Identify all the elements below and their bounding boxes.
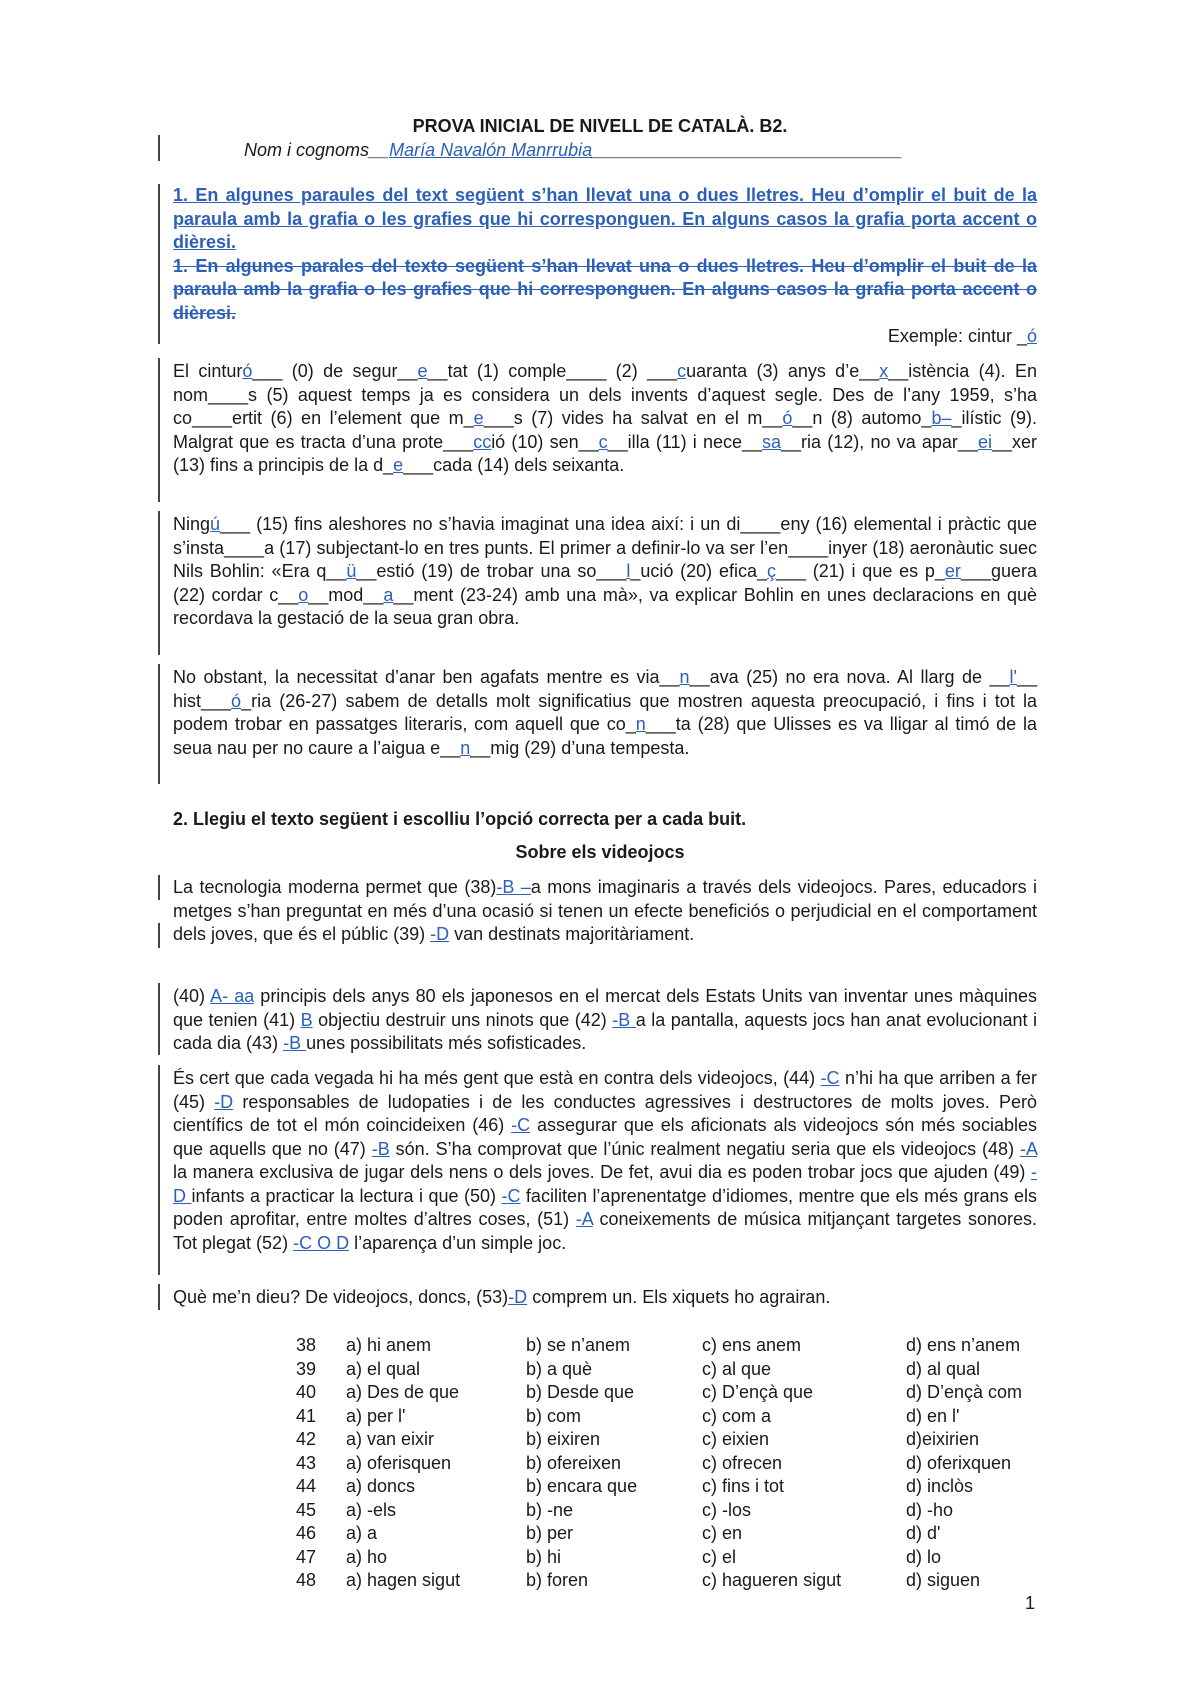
option-b: b) foren [526, 1570, 589, 1590]
filled-answer: n [679, 667, 690, 687]
option-d: d)eixirien [906, 1429, 980, 1449]
paragraph-text: responsables de ludopaties i de les conductes agressives i destructores de molts joves. Però científics de tot el món coincideixen (46) [173, 1091, 1037, 1135]
paragraph-text: ___guera (22) cordar c__ [173, 561, 1037, 605]
change-bar [158, 983, 160, 1055]
option-d: d) ens n’anem [906, 1335, 1021, 1355]
option-c: c) fins i tot [702, 1476, 785, 1496]
filled-answer: -B – [496, 877, 531, 897]
paragraph-text: __illa (11) i nece__ [607, 431, 763, 452]
page-title: PROVA INICIAL DE NIVELL DE CATALÀ. B2. [412, 116, 788, 136]
option-a: a) ho [346, 1546, 388, 1567]
filled-answer: -C [511, 1115, 531, 1135]
option-c: c) al que [702, 1358, 772, 1379]
paragraph-text: ___ (0) de segur__ [252, 361, 418, 381]
option-d: d) lo [906, 1546, 942, 1567]
change-bar [158, 511, 160, 655]
q1-paragraph-3 [173, 666, 1037, 760]
filled-answer: er [944, 561, 961, 581]
paragraph-text: _ria (26-27) sabem de detalls molt significatius que mostren aquesta preocupació, i fins i tot la podem trobar en passatges literaris, com aquell que co_ [173, 690, 1037, 734]
change-bar [158, 135, 160, 161]
filled-answer: e [473, 408, 484, 428]
name-line: Nom i cognoms__María Navalón Manrrubia_______________________________ [244, 140, 903, 160]
filled-answer: ó [242, 361, 253, 381]
option-row [296, 1452, 1056, 1476]
filled-answer: ó [231, 690, 242, 711]
option-b: b) Desde que [526, 1382, 635, 1402]
option-row [296, 1358, 1056, 1382]
option-d: d) -ho [906, 1499, 954, 1520]
paragraph-text: faciliten l’aprenentatge d’idiomes, mentre que els més grans els poden aprofitar, entre moltes d’altres coses, (51) [173, 1185, 1038, 1229]
option-d: d) al qual [906, 1358, 981, 1379]
item-number: 40 [296, 1382, 317, 1402]
paragraph-text: La tecnologia moderna permet que (38) [173, 877, 497, 897]
filled-answer: c [677, 361, 687, 381]
item-number: 48 [296, 1570, 317, 1590]
change-bar [158, 358, 160, 502]
q1-paragraph-1 [173, 360, 1037, 478]
filled-answer: -A [1019, 1138, 1037, 1159]
filled-answer: -B [283, 1033, 307, 1053]
paragraph-text: __mig (29) d’una tempesta. [470, 737, 690, 758]
item-number: 44 [296, 1476, 317, 1496]
paragraph-text: Què me’n dieu? De videojocs, doncs, (53) [173, 1287, 509, 1307]
option-b: b) encara que [526, 1476, 638, 1496]
paragraph-text: ___ta (28) que Ulisses es va lligar al timó de la seua nau per no caure a l’aigua e__ [173, 714, 1037, 758]
paragraph-text: principis dels anys 80 els japonesos en el mercat dels Estats Units van inventar unes màquines que tenien (41) [173, 986, 1037, 1030]
q2-paragraph-3 [173, 1067, 1037, 1255]
paragraph-text: __estió (19) de trobar una so___ [356, 561, 627, 581]
item-number: 43 [296, 1452, 317, 1473]
option-row [296, 1405, 1056, 1429]
paragraph-text: El cintur [173, 361, 243, 381]
change-bar [158, 184, 160, 344]
option-a: a) doncs [346, 1476, 416, 1496]
example-answer: ó [1026, 326, 1037, 346]
item-number: 39 [296, 1358, 317, 1379]
option-d: d) D’ençà com [906, 1382, 1023, 1402]
item-number: 41 [296, 1405, 317, 1426]
option-b: b) com [526, 1405, 582, 1426]
paragraph-text: És cert que cada vegada hi ha més gent que està en contra dels videojocs, (44) [173, 1068, 821, 1088]
filled-answer: -B [371, 1138, 390, 1159]
option-a: a) a [346, 1523, 378, 1543]
paragraph-text: __istència (4). En nom____s (5) aquest temps ja es considera un dels invents d’aquest segle. Des de l’any 1959, s’ha co____ertit (6) en l’element que m_ [173, 361, 1037, 428]
filled-answer: e [417, 361, 428, 381]
option-a: a) -els [346, 1499, 397, 1520]
paragraph-text: l’aparença d’un simple joc. [349, 1232, 567, 1253]
paragraph-text: __n (8) automo_ [792, 408, 932, 428]
filled-answer: -A [575, 1209, 593, 1229]
paragraph-text: __ hist___ [173, 667, 1038, 711]
paragraph-text: __mod__ [308, 584, 384, 605]
option-c: c) en [702, 1523, 743, 1543]
option-a: a) oferisquen [346, 1452, 452, 1473]
item-number: 46 [296, 1523, 317, 1543]
option-c: c) ofrecen [702, 1452, 783, 1473]
option-a: a) per l' [346, 1405, 406, 1426]
paragraph-text: uaranta (3) anys d’e__ [686, 361, 880, 381]
option-c: c) el [702, 1546, 737, 1567]
filled-answer: -D [508, 1287, 528, 1307]
option-row [296, 1546, 1056, 1570]
option-d: d) inclòs [906, 1476, 974, 1496]
paragraph-text: ___s (7) vides ha salvat en el m__ [483, 408, 783, 428]
paragraph-text: ___ (15) fins aleshores no s’havia imaginat una idea així: i un di____eny (16) elemental i pràctic que s’insta____a (17) subjectant-lo en tres punts. El primer a definir-lo va ser l’en____inyer (18) aeronàutic suec Nils Bohlin: «Era q__ [173, 514, 1037, 581]
paragraph-text: són. S’ha comprovat que l’únic realment negatiu seria que els videojocs (48) [389, 1138, 1020, 1159]
option-b: b) a què [526, 1358, 593, 1379]
option-d: d) siguen [906, 1570, 981, 1590]
option-row [296, 1475, 1056, 1499]
paragraph-text: comprem un. Els xiquets ho agrairan. [527, 1287, 831, 1307]
paragraph-text: coneixements de música mitjançant targetes sonores. Tot plegat (52) [173, 1209, 1037, 1253]
filled-answer: -C O D [293, 1232, 350, 1253]
paragraph-text: n’hi ha que arriben a fer (45) [173, 1068, 1037, 1112]
paragraph-text: ___ (21) i que es p_ [775, 561, 945, 581]
item-number: 45 [296, 1499, 317, 1520]
paragraph-text: __ria (12), no va apar__ [781, 431, 978, 452]
change-bar [158, 875, 160, 900]
filled-answer: e [393, 455, 404, 475]
paragraph-text: assegurar que els aficionats als videojocs són més sociables que aquells que no (47) [173, 1115, 1037, 1159]
change-bar [158, 923, 160, 948]
q1-instructions [173, 184, 1037, 325]
name-label: Nom i cognoms [244, 140, 370, 160]
option-a: a) van eixir [346, 1429, 435, 1449]
q1-paragraph-2 [173, 513, 1037, 631]
paragraph-text: Ning [173, 514, 211, 534]
q2-paragraph-2 [173, 985, 1037, 1056]
filled-answer: -D [214, 1091, 234, 1112]
q1-instruction: 1. En algunes paraules del text següent s’han llevat una o dues lletres. Heu d’omplir el buit de la paraula amb la grafia o les grafies que hi corresponguen. En alguns casos la grafia porta accent o dièresi. [173, 185, 1037, 252]
option-d: d) en l' [906, 1405, 960, 1426]
paragraph-text: __ava (25) no era nova. Al llarg de __ [689, 667, 1010, 687]
option-b: b) per [526, 1523, 574, 1543]
option-a: a) Des de que [346, 1382, 460, 1402]
page-number: 1 [1024, 1593, 1035, 1613]
filled-answer: -C [501, 1185, 521, 1206]
q2-subtitle: Sobre els videojocs [515, 842, 685, 862]
change-bar [158, 664, 160, 784]
change-bar [158, 1284, 160, 1310]
filled-answer: -D [173, 1162, 1037, 1206]
option-b: b) eixiren [526, 1429, 601, 1449]
q1-instruction-deleted: 1. En algunes parales del texto següent s’han llevat una o dues lletres. Heu d’omplir el buit de la paraula amb la grafia o les grafies que hi corresponguen. En alguns casos la grafia porta accent o dièresi. [173, 255, 1037, 323]
option-c: c) com a [702, 1405, 772, 1426]
option-b: b) ofereixen [526, 1452, 622, 1473]
option-c: c) hagueren sigut [702, 1570, 842, 1590]
paragraph-text: No obstant, la necessitat d’anar ben agafats mentre es via__ [173, 667, 680, 687]
paragraph-text: objectiu destruir uns ninots que (42) [312, 1009, 613, 1030]
paragraph-text: (40) [173, 986, 211, 1006]
filled-answer: l [626, 561, 631, 581]
paragraph-text: _ilístic (9). Malgrat que es tracta d’una prote___ [173, 408, 1037, 452]
options-table [296, 1334, 1056, 1593]
option-b: b) -ne [526, 1499, 574, 1520]
filled-answer: sa [762, 431, 782, 452]
option-row [296, 1499, 1056, 1523]
option-c: c) D’ençà que [702, 1382, 814, 1402]
paragraph-text: la manera exclusiva de jugar dels nens o dels joves. De fet, avui dia es poden trobar jocs que ajuden (49) [173, 1162, 1031, 1182]
filled-answer: ú [210, 514, 221, 534]
filled-answer: x [879, 361, 889, 381]
paragraph-text: a la pantalla, aquests jocs han anat evolucionant i cada dia (43) [173, 1009, 1037, 1053]
item-number: 42 [296, 1429, 317, 1449]
item-number: 38 [296, 1335, 317, 1355]
example-label: Exemple: cintur [887, 326, 1012, 346]
filled-answer: ó [782, 408, 793, 428]
option-a: a) hi anem [346, 1335, 432, 1355]
filled-answer: ç [766, 561, 776, 581]
example-line: Exemple: cintur _ó [887, 326, 1037, 346]
paragraph-text: __ment (23-24) amb una mà», va explicar Bohlin en unes declaracions en què recordava la gestació de la seua gran obra. [173, 584, 1037, 628]
q2-instruction: 2. Llegiu el texto següent i escolliu l’opció correcta per a cada buit. [173, 809, 747, 829]
option-row [296, 1428, 1056, 1452]
filled-answer: a [383, 584, 394, 605]
option-b: b) hi [526, 1546, 562, 1567]
paragraph-text: ió (10) sen__ [491, 431, 599, 452]
item-number: 47 [296, 1546, 317, 1567]
filled-answer: c [598, 431, 608, 452]
filled-answer: cc [473, 431, 492, 452]
filled-answer: ü [346, 561, 357, 581]
change-bar [158, 1065, 160, 1275]
paragraph-text: a mons imaginaris a través dels videojocs. Pares, educadors i metges s’han preguntat en més d’una ocasió si tenen un efecte beneficiós o perjudicial en el comportament dels joves, que és el públic (39) [173, 877, 1038, 944]
option-row [296, 1381, 1056, 1405]
name-value: María Navalón Manrrubia [389, 140, 593, 160]
option-d: d) oferixquen [906, 1452, 1012, 1473]
option-row [296, 1522, 1056, 1546]
option-c: c) ens anem [702, 1335, 802, 1355]
paragraph-text: __tat (1) comple____ (2) ___ [427, 361, 678, 381]
paragraph-text: __xer (13) fins a principis de la d_ [173, 431, 1037, 475]
paragraph-text: _ució (20) efica_ [630, 561, 767, 581]
filled-answer: A- aa [210, 986, 255, 1006]
option-row [296, 1569, 1056, 1593]
filled-answer: n [460, 737, 471, 758]
filled-answer: ei [977, 431, 992, 452]
filled-answer: o [298, 584, 309, 605]
paragraph-text: van destinats majoritàriament. [449, 924, 695, 944]
filled-answer: n [635, 714, 646, 734]
filled-answer: b– [931, 408, 952, 428]
option-c: c) -los [702, 1499, 751, 1520]
paragraph-text: ___cada (14) dels seixanta. [403, 455, 625, 475]
q2-paragraph-1 [173, 876, 1037, 947]
option-row [296, 1334, 1056, 1358]
option-d: d) d' [906, 1523, 941, 1543]
filled-answer: -C [820, 1068, 840, 1088]
filled-answer: -D [430, 924, 450, 944]
filled-answer: l' [1009, 667, 1017, 687]
paragraph-text: infants a practicar la lectura i que (50) [191, 1185, 502, 1206]
option-a: a) el qual [346, 1358, 421, 1379]
filled-answer: -B [612, 1009, 636, 1030]
option-a: a) hagen sigut [346, 1570, 461, 1590]
option-c: c) eixien [702, 1429, 770, 1449]
filled-answer: B [300, 1009, 313, 1030]
paragraph-text: unes possibilitats més sofisticades. [306, 1033, 587, 1053]
option-b: b) se n’anem [526, 1335, 631, 1355]
q2-paragraph-4 [173, 1286, 1037, 1310]
